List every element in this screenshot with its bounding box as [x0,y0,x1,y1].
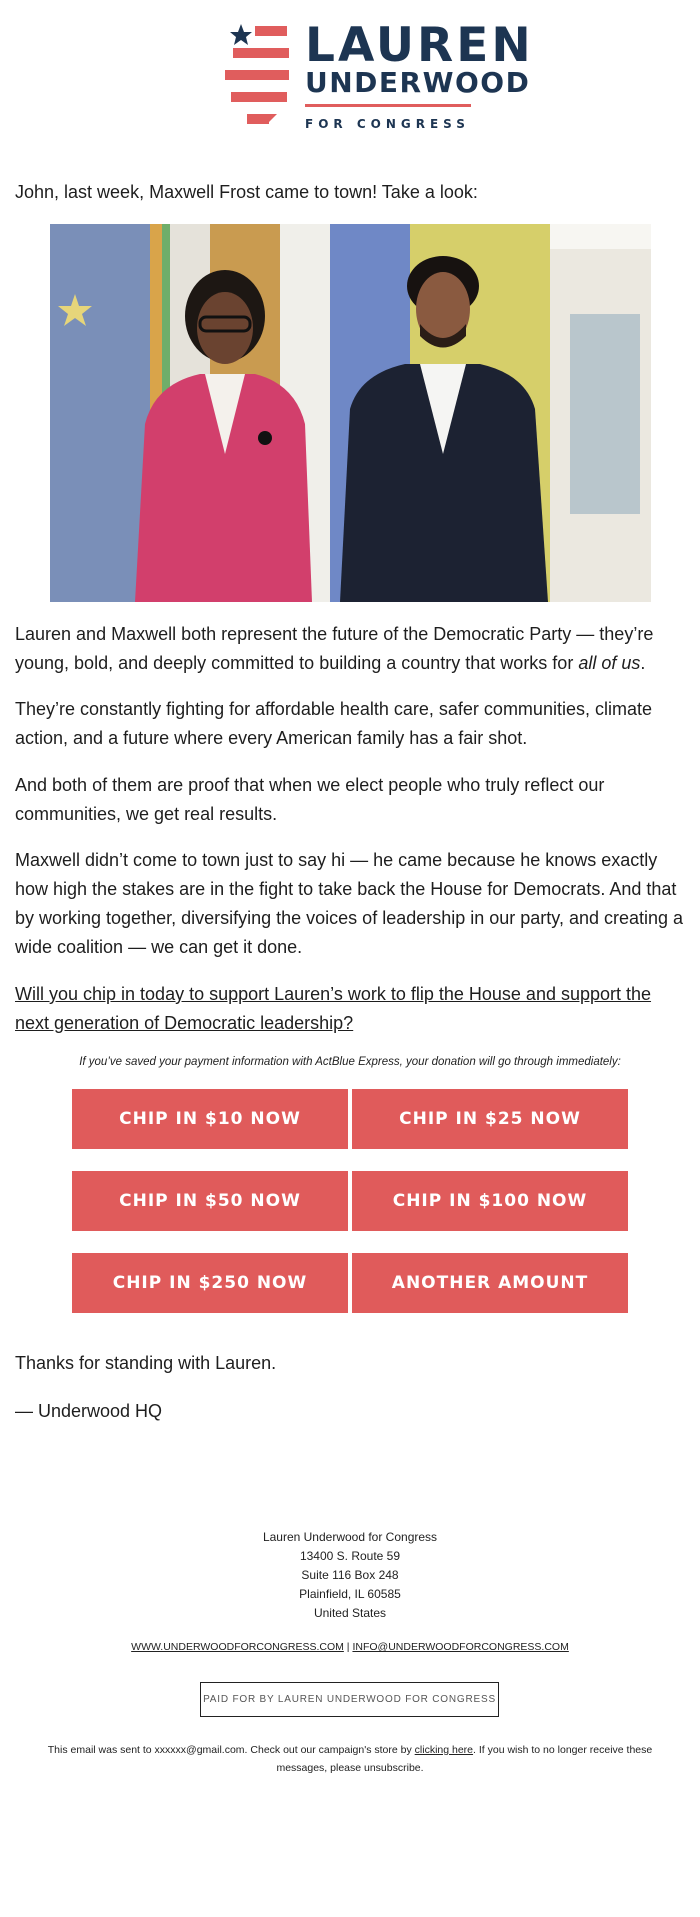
paid-for-disclaimer: PAID FOR BY LAUREN UNDERWOOD FOR CONGRESS [200,1682,499,1717]
footer-address-2: Suite 116 Box 248 [301,1568,399,1582]
chip-in-50-button[interactable]: CHIP IN $50 NOW [72,1171,348,1231]
body-paragraph-1 [15,620,687,678]
footer-links [0,1641,700,1653]
logo-first-name: LAUREN [305,18,534,73]
campaign-logo [225,18,534,138]
chip-in-25-button[interactable]: CHIP IN $25 NOW [352,1089,628,1149]
footer-separator: | [346,1641,350,1653]
footer-country: United States [313,1606,387,1620]
cta-paragraph [15,980,687,1038]
website-link[interactable]: WWW.UNDERWOODFORCONGRESS.COM [131,1641,344,1653]
footer-city: Plainfield, IL 60585 [299,1587,401,1601]
chip-in-100-button[interactable]: CHIP IN $100 NOW [352,1171,628,1231]
signature: — Underwood HQ [15,1401,163,1421]
body-paragraph-1-text: Lauren and Maxwell both represent the future of the Democratic Party — they’re young, bold, and deeply committed to building a country that works for [15,624,654,673]
body-paragraph-1-end: . [640,653,646,673]
legal-text-start: This email was sent to xxxxxx@gmail.com. Check out our campaign's store by [47,1744,415,1756]
legal-text-end: . If you wish to no longer receive these messages, please unsubscribe. [276,1744,653,1774]
body-paragraph-1-emphasis: all of us [578,653,641,673]
intro-text: John, last week, Maxwell Frost came to town! Take a look: [15,182,478,202]
legal-notice [30,1741,670,1777]
body-paragraph-4: Maxwell didn’t come to town just to say hi — he came because he knows exactly how high the stakes are in the fight to take back the House for Democrats. And that by working together, diversifying the voices of leadership in our party, and creating a wide coalition — we can get it done. [15,850,684,957]
logo-rule [305,104,471,107]
logo-last-name: UNDERWOOD [305,66,531,99]
footer-address-1: 13400 S. Route 59 [299,1549,401,1563]
hero-photo [50,224,651,602]
actblue-express-note: If you’ve saved your payment information with ActBlue Express, your donation will go through immediately: [79,1056,621,1068]
illinois-flag-icon [225,18,300,136]
logo-tagline: FOR CONGRESS [305,117,470,131]
footer-org: Lauren Underwood for Congress [262,1530,438,1544]
chip-in-10-button[interactable]: CHIP IN $10 NOW [72,1089,348,1149]
store-link[interactable]: clicking here [414,1744,474,1756]
body-paragraph-3: And both of them are proof that when we elect people who truly reflect our communities, we get real results. [15,775,605,824]
thanks-text: Thanks for standing with Lauren. [15,1353,277,1373]
chip-in-250-button[interactable]: CHIP IN $250 NOW [72,1253,348,1313]
email-link[interactable]: INFO@UNDERWOODFORCONGRESS.COM [352,1641,569,1653]
donate-cta-link[interactable]: Will you chip in today to support Lauren’s work to flip the House and support the next generation of Democratic leadership? [15,984,652,1033]
body-paragraph-2: They’re constantly fighting for affordable health care, safer communities, climate action, and a future where every American family has a fair shot. [15,699,652,748]
another-amount-button[interactable]: ANOTHER AMOUNT [352,1253,628,1313]
